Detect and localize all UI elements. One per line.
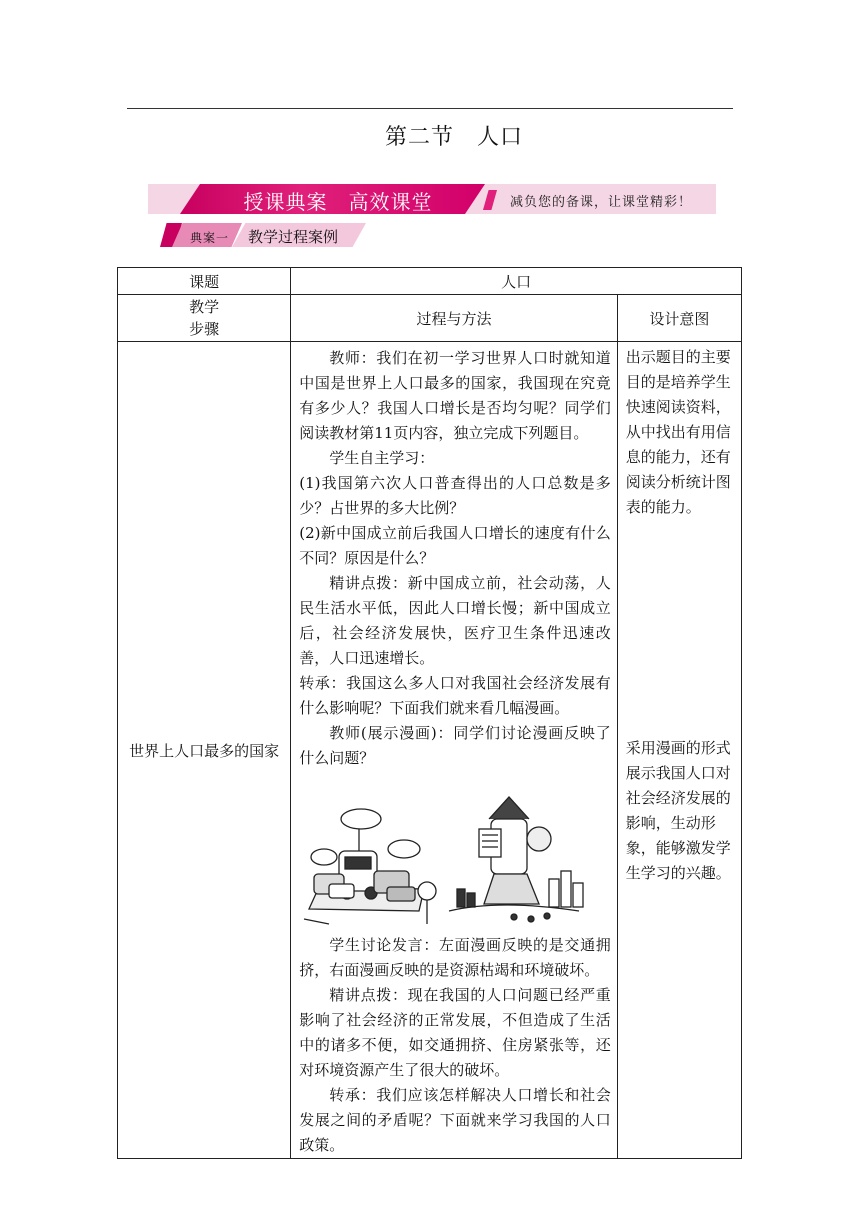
process-header: 过程与方法 bbox=[291, 295, 618, 342]
banner bbox=[148, 184, 716, 214]
intent-spacer bbox=[626, 520, 735, 736]
banner-accent bbox=[483, 190, 497, 210]
process-cell bbox=[291, 342, 618, 1159]
resource-cartoon-image bbox=[449, 797, 583, 922]
process-paragraph: 转承：我国这么多人口对我国社会经济发展有什么影响呢？下面我们就来看几幅漫画。 bbox=[299, 674, 611, 717]
banner-slogan: 减负您的备课，让课堂精彩！ bbox=[510, 195, 693, 210]
page-title: 第二节 人口 bbox=[384, 125, 523, 150]
step-label-line1: 教学 bbox=[189, 298, 220, 316]
process-paragraph: 学生自主学习： bbox=[329, 449, 435, 467]
intent-header: 设计意图 bbox=[617, 295, 741, 342]
step-label bbox=[118, 295, 291, 342]
header-rule bbox=[127, 108, 733, 109]
table-row-topic bbox=[118, 268, 742, 295]
step-label-line2: 步骤 bbox=[189, 320, 220, 338]
topic-label: 课题 bbox=[118, 268, 291, 295]
process-paragraph: 转承：我们应该怎样解决人口增长和社会发展之间的矛盾呢？下面就来学习我国的人口政策。 bbox=[299, 1086, 611, 1154]
intent-paragraph: 出示题目的主要目的是培养学生快速阅读资料，从中找出有用信息的能力，还有阅读分析统计图表的能力。 bbox=[625, 348, 731, 516]
lesson-table bbox=[117, 267, 742, 1159]
tag-label-title: 教学过程案例 bbox=[248, 228, 339, 246]
process-paragraph: 精讲点拨：现在我国的人口问题已经严重影响了社会经济的正常发展，不但造成了生活中的诸多不便，如交通拥挤、住房紧张等，还对环境资源产生了很大的破坏。 bbox=[299, 986, 611, 1079]
process-paragraph: 教师：我们在初一学习世界人口时就知道中国是世界上人口最多的国家，我国现在究竟有多少人？我国人口增长是否均匀呢？同学们阅读教材第11页内容，独立完成下列题目。 bbox=[299, 349, 611, 442]
process-paragraph: 教师(展示漫画)：同学们讨论漫画反映了什么问题？ bbox=[299, 724, 611, 767]
cartoon-illustrations bbox=[299, 779, 599, 929]
process-paragraph: 精讲点拨：新中国成立前，社会动荡，人民生活水平低，因此人口增长慢；新中国成立后，社会经济发展快，医疗卫生条件迅速改善，人口迅速增长。 bbox=[299, 574, 611, 667]
intent-cell bbox=[617, 342, 741, 1159]
table-row-step bbox=[118, 342, 742, 1159]
intent-paragraph: 采用漫画的形式展示我国人口对社会经济发展的影响，生动形象，能够激发学生学习的兴趣。 bbox=[625, 739, 731, 882]
step-name: 世界上人口最多的国家 bbox=[118, 342, 291, 1159]
process-paragraph: (2)新中国成立前后我国人口增长的速度有什么不同？原因是什么？ bbox=[299, 524, 611, 567]
process-paragraph: (1)我国第六次人口普查得出的人口总数是多少？占世界的多大比例？ bbox=[299, 474, 611, 517]
table-row-header bbox=[118, 295, 742, 342]
tag-label-case: 典案一 bbox=[190, 231, 230, 245]
banner-main-text: 授课典案 高效课堂 bbox=[243, 190, 433, 214]
topic-value: 人口 bbox=[291, 268, 742, 295]
section-tag bbox=[160, 223, 365, 247]
traffic-cartoon-image bbox=[304, 809, 436, 924]
process-paragraph: 学生讨论发言：左面漫画反映的是交通拥挤，右面漫画反映的是资源枯竭和环境破坏。 bbox=[299, 936, 611, 979]
